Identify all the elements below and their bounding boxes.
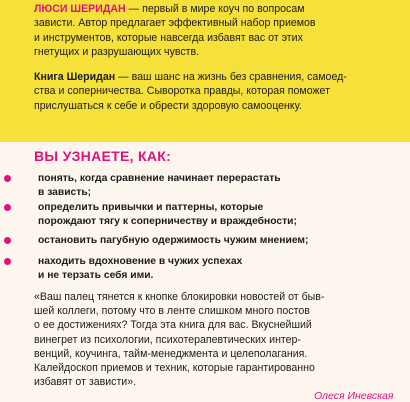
bullet-dot-icon — [4, 258, 11, 265]
bullet-dot-icon — [4, 175, 11, 182]
quote-signature: Олеся Иневская — [314, 390, 394, 402]
book-line: прислушаться к себе и обрести здоровую самооценку. — [34, 99, 302, 112]
quote-line: избавят от зависти». — [34, 376, 137, 389]
bullet-dot-icon — [4, 204, 11, 211]
list-item-line: остановить пагубную одержимость чужим мнением; — [38, 235, 309, 246]
list-item-line: понять, когда сравнение начинает перерастать — [38, 173, 281, 184]
intro-line: — первый в мире коуч по вопросам — [125, 3, 305, 15]
quote-line: шей коллеги, потому что в ленте слишком много постов — [34, 305, 310, 318]
book-line: — ваш шанс на жизнь без сравнения, самоед- — [115, 71, 347, 83]
book-paragraph — [34, 70, 404, 113]
quote-line: «Ваш палец тянется к кнопке блокировки новостей от быв- — [34, 291, 325, 303]
list-item — [38, 234, 378, 248]
list-item-line: определить привычки и паттерны, которые — [38, 202, 264, 213]
intro-line: и инструментов, которые навсегда избавят вас от этих — [34, 31, 303, 44]
quote-line: винегрет из психологии, психотерапевтических интер- — [34, 333, 301, 346]
list-item-line: находить вдохновение в чужих успехах — [38, 256, 243, 267]
bullet-dot-icon — [4, 237, 11, 244]
list-item-line: порождают тягу к соперничеству и враждебности; — [38, 215, 297, 227]
list-item — [38, 255, 378, 283]
book-line: ства и соперничества. Сыворотка правды, которая поможет — [34, 85, 330, 98]
intro-line: зависти. Автор предлагает эффективный набор приемов — [34, 17, 316, 30]
intro-paragraph — [34, 2, 404, 60]
quote-line: Калейдоскоп приемов и техник, которые гарантированно — [34, 362, 315, 375]
author-name: ЛЮСИ ШЕРИДАН — [34, 3, 126, 15]
book-name: Книга Шеридан — [34, 71, 116, 83]
learn-heading: ВЫ УЗНАЕТЕ, КАК: — [34, 148, 172, 164]
review-quote — [34, 290, 406, 389]
list-item-line: в зависть; — [38, 186, 92, 198]
quote-line: о ее достижениях? Тогда эта книга для вас. Вкуснейший — [34, 319, 312, 332]
quote-line: венций, коучинга, тайм-менеджмента и целеполагания. — [34, 347, 308, 360]
intro-line: гнетущих и разрушающих чувств. — [34, 46, 200, 59]
list-item — [38, 172, 378, 200]
list-item-line: и не терзать себя ими. — [38, 269, 154, 281]
list-item — [38, 201, 378, 229]
